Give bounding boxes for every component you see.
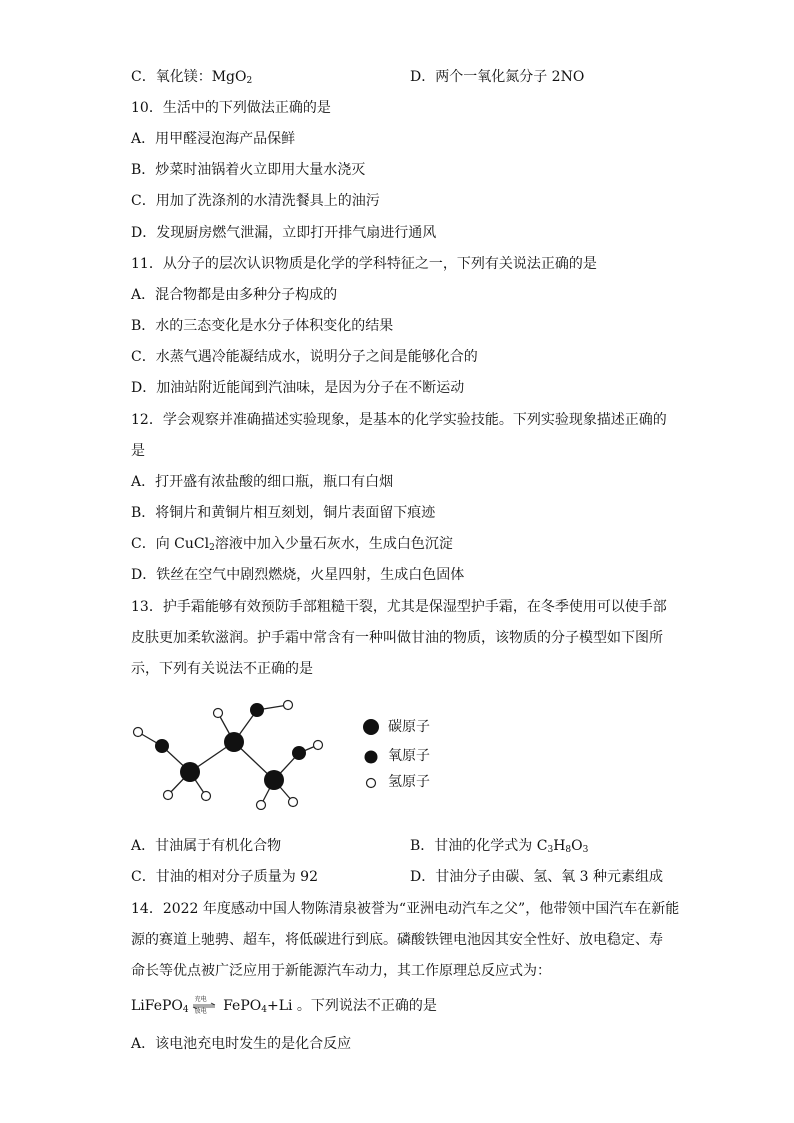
q13-stem-line3: 示，下列有关说法不正确的是 [131, 661, 313, 677]
carbon-atom [224, 732, 244, 752]
hydrogen-atom [289, 798, 298, 807]
oxygen-atom [155, 739, 169, 753]
q11-option-b: B．水的三态变化是水分子体积变化的结果 [131, 318, 394, 334]
hydrogen-atom [314, 741, 323, 750]
q9-option-c: C．氧化镁：MgO$_2$ [131, 69, 253, 86]
q10-option-d: D．发现厨房燃气泄漏，立即打开排气扇进行通风 [131, 225, 437, 241]
hydrogen-legend-icon [362, 773, 382, 793]
q12-option-d: D．铁丝在空气中剧烈燃烧，火星四射，生成白色固体 [131, 567, 465, 583]
q13-option-d: D．甘油分子由碳、氢、氧 3 种元素组成 [410, 869, 664, 885]
carbon-legend-icon [362, 718, 382, 738]
q13-option-a: A．甘油属于有机化合物 [131, 838, 282, 854]
q13-option-b: B．甘油的化学式为 $C_3H_8O_3$ [410, 838, 589, 855]
reaction-equation: LiFePO$_4$ 充电 放电 FePO$_4$+Li 。下列说法不正确的是 [131, 996, 437, 1015]
hydrogen-atom [134, 728, 143, 737]
q12-option-a: A．打开盛有浓盐酸的细口瓶，瓶口有白烟 [131, 474, 394, 490]
glycerol-molecule-model [126, 690, 326, 810]
q11-option-a: A．混合物都是由多种分子构成的 [131, 287, 338, 303]
q12-option-c: C．向 CuCl$_2$溶液中加入少量石灰水，生成白色沉淀 [131, 536, 453, 553]
oxygen-atoms [155, 703, 306, 760]
q14-stem-line3: 命长等优点被广泛应用于新能源汽车动力，其工作原理总反应式为： [131, 963, 551, 979]
q14-option-a: A．该电池充电时发生的是化合反应 [131, 1036, 352, 1052]
q11-option-c: C．水蒸气遇冷能凝结成水，说明分子之间是能够化合的 [131, 349, 478, 365]
q14-stem-line1: 14．2022 年度感动中国人物陈清泉被誉为“亚洲电动汽车之父”，他带领中国汽车在新能 [131, 901, 680, 917]
q12-stem-line1: 12．学会观察并准确描述实验现象，是基本的化学实验技能。下列实验现象描述正确的 [131, 412, 667, 428]
exam-page: C．氧化镁：MgO$_2$ D．两个一氧化氮分子 2NO 10．生活中的下列做法正确的是 A．用甲醛浸泡海产品保鲜 B．炒菜时油锅着火立即用大量水浇灭 C．用加了洗涤剂的水清洗餐具上的油污 D．发现厨房燃气泄漏，立即打开排气扇进行通风 11．从分子的层次认识物质是化学的学科特征之一，下列有关说法正确的是 A．混合物都是由多种分子构成的 B．水的三态变化是水分子体积变化的结果 C．水蒸气遇冷能凝结成水，说明分子之间是能够化合的 D．加油站附近能闻到汽油味，是因为分子在不断运动 12．学会观察并准确描述实验现象，是基本的化学实验技能。下列实验现象描述正确的 是 A．打开盛有浓盐酸的细口瓶，瓶口有白烟 B．将铜片和黄铜片相互刻划，铜片表面留下痕迹 C．向 CuCl$_2$溶液中加入少量石灰水，生成白色沉淀 D．铁丝在空气中剧烈燃烧，火星四射，生成白色固体 13．护手霜能够有效预防手部粗糙干裂，尤其是保湿型护手霜，在冬季使用可以使手部 皮肤更加柔软滋润。护手霜中常含有一种叫做甘油的物质，该物质的分子模型如下图所 示，下列有关说法不正确的是 碳原子 氧原子 氢原子 A．甘油属于有机化合物 B．甘油的化学式为 $C_3H_8O_3$ C．甘油的相对分子质量为 92 D．甘油分子由碳、氢、氧 3 种元素组成 14．2022 年度感动中国人物陈清泉被誉为“亚洲电动汽车之父”，他带领中国汽车在新能 源的赛道上驰骋、超车，将低碳进行到底。磷酸铁锂电池因其安全性好、放电稳定、寿 命长等优点被广泛应用于新能源汽车动力，其工作原理总反应式为： LiFePO$_4$ 充电 放电 FePO$_4$+Li 。下列说法不正确的是 A．该电池充电时发生的是化合反应 [0, 0, 794, 1123]
oxygen-legend-icon [362, 747, 382, 767]
carbon-atom [180, 762, 200, 782]
q9-option-d: D．两个一氧化氮分子 2NO [410, 69, 585, 85]
q10-option-c: C．用加了洗涤剂的水清洗餐具上的油污 [131, 193, 380, 209]
q13-stem-line2: 皮肤更加柔软滋润。护手霜中常含有一种叫做甘油的物质，该物质的分子模型如下图所 [131, 630, 663, 646]
hydrogen-atom [284, 701, 293, 710]
hydrogen-atom [202, 792, 211, 801]
hydrogen-atom [164, 791, 173, 800]
q13-stem-line1: 13．护手霜能够有效预防手部粗糙干裂，尤其是保湿型护手霜，在冬季使用可以使手部 [131, 599, 667, 615]
q12-stem-line2: 是 [131, 443, 145, 459]
oxygen-atom [292, 746, 306, 760]
q13-option-c: C．甘油的相对分子质量为 92 [131, 869, 318, 885]
q10-stem: 10．生活中的下列做法正确的是 [131, 100, 331, 116]
q11-option-d: D．加油站附近能闻到汽油味，是因为分子在不断运动 [131, 380, 465, 396]
hydrogen-atom [214, 709, 223, 718]
hydrogen-atom [257, 801, 266, 810]
carbon-atom [264, 770, 284, 790]
q10-option-a: A．用甲醛浸泡海产品保鲜 [131, 131, 296, 147]
q10-option-b: B．炒菜时油锅着火立即用大量水浇灭 [131, 162, 366, 178]
q11-stem: 11．从分子的层次认识物质是化学的学科特征之一，下列有关说法正确的是 [131, 256, 597, 272]
oxygen-atom [250, 703, 264, 717]
reversible-arrow: 充电 放电 [191, 996, 217, 1016]
q12-option-b: B．将铜片和黄铜片相互刻划，铜片表面留下痕迹 [131, 505, 436, 521]
q14-stem-line2: 源的赛道上驰骋、超车，将低碳进行到底。磷酸铁锂电池因其安全性好、放电稳定、寿 [131, 932, 663, 948]
